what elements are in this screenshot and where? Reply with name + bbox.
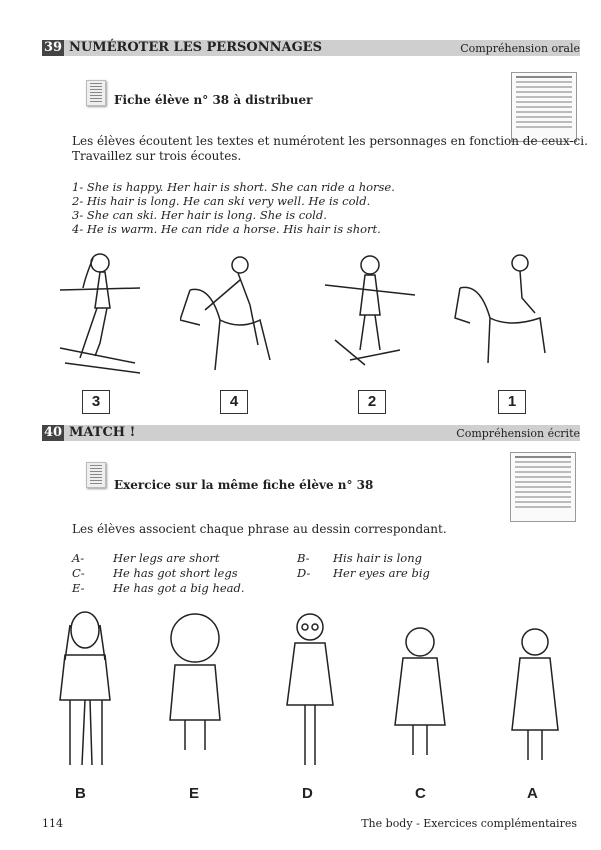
section-category: Compréhension écrite (456, 427, 580, 440)
section-40-header (42, 425, 580, 441)
item-key: B- (297, 551, 310, 565)
item-key: D- (297, 566, 311, 580)
answer-box: 2 (358, 390, 386, 414)
character-illustration (160, 610, 230, 760)
sentence: 4- He is warm. He can ride a horse. His hair is short. (72, 222, 381, 236)
item-key: C- (72, 566, 85, 580)
skier-illustration (320, 250, 420, 380)
skier-illustration (55, 248, 145, 378)
page-number: 114 (42, 817, 63, 830)
document-icon (86, 80, 106, 106)
answer-letter: B (75, 785, 86, 802)
section-title: MATCH ! (69, 425, 136, 440)
item-text: He has got short legs (113, 566, 238, 580)
footer-title: The body - Exercices complémentaires (361, 817, 577, 830)
document-icon (86, 462, 106, 488)
worksheet-thumbnail (510, 452, 576, 522)
handout-label: Fiche élève n° 38 à distribuer (114, 93, 313, 107)
item-text: His hair is long (333, 551, 422, 565)
sentence: 3- She can ski. Her hair is long. She is cold. (72, 208, 327, 222)
horse-rider-illustration (180, 250, 290, 380)
item-text: He has got a big head. (113, 581, 245, 595)
instructions: Les élèves écoutent les textes et numérotent les personnages en fonction de ceux-ci. (72, 134, 588, 148)
worksheet-thumbnail (511, 72, 577, 142)
character-illustration (385, 620, 455, 770)
item-text: Her eyes are big (333, 566, 430, 580)
sentence: 1- She is happy. Her hair is short. She can ride a horse. (72, 180, 395, 194)
section-category: Compréhension orale (460, 42, 580, 55)
section-number: 40 (43, 425, 63, 440)
item-key: A- (72, 551, 85, 565)
answer-letter: C (415, 785, 426, 802)
item-key: E- (72, 581, 85, 595)
character-illustration (50, 605, 120, 775)
instructions-2: Travaillez sur trois écoutes. (72, 149, 242, 163)
horse-rider-illustration (450, 248, 560, 378)
answer-box: 1 (498, 390, 526, 414)
handout-label: Exercice sur la même fiche élève n° 38 (114, 478, 374, 492)
item-text: Her legs are short (113, 551, 220, 565)
character-illustration (275, 605, 345, 775)
answer-letter: D (302, 785, 313, 802)
answer-letter: A (527, 785, 538, 802)
instructions: Les élèves associent chaque phrase au dessin correspondant. (72, 522, 447, 536)
answer-box: 4 (220, 390, 248, 414)
answer-box: 3 (82, 390, 110, 414)
answer-letter: E (189, 785, 200, 802)
section-39-header (42, 40, 580, 56)
character-illustration (500, 620, 570, 770)
section-number: 39 (43, 40, 63, 55)
sentence: 2- His hair is long. He can ski very well. He is cold. (72, 194, 371, 208)
section-title: NUMÉROTER LES PERSONNAGES (69, 40, 322, 55)
